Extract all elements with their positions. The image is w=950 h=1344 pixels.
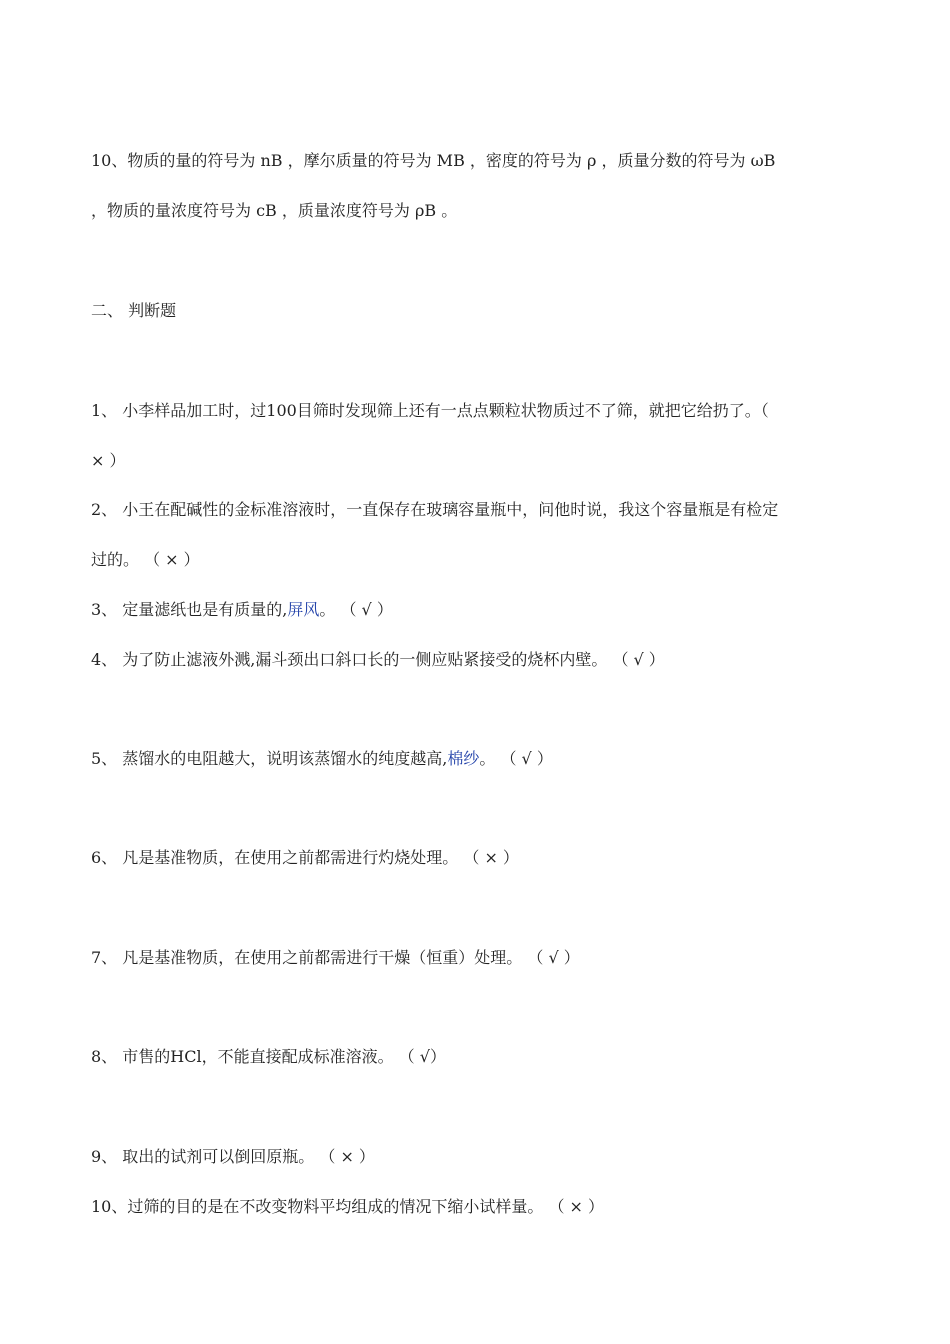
judgment-item-10: 10、过筛的目的是在不改变物料平均组成的情况下缩小试样量。 （ × ）: [91, 1197, 605, 1216]
judgment-item-3-text-start: 3、 定量滤纸也是有质量的,: [91, 600, 288, 619]
judgment-item-2-line-1: 2、 小王在配碱性的金标准溶液时，一直保存在玻璃容量瓶中，问他时说，我这个容量瓶是有检定: [91, 500, 779, 519]
judgment-item-3: [91, 598, 870, 622]
judgment-item-5: [91, 747, 870, 771]
judgment-item-5-text-start: 5、 蒸馏水的电阻越大，说明该蒸馏水的纯度越高,: [91, 749, 448, 768]
judgment-item-8: 8、 市售的HCl，不能直接配成标准溶液。 （ √）: [91, 1047, 446, 1066]
judgment-item-5-link[interactable]: 棉纱: [447, 749, 480, 768]
fill-item-10-line-1: 10、物质的量的符号为 nB ，摩尔质量的符号为 MB ，密度的符号为 ρ ，质量分数的符号为 ωB: [91, 151, 776, 170]
judgment-item-1-line-1: 1、 小李样品加工时，过100目筛时发现筛上还有一点点颗粒状物质过不了筛，就把它给扔了。（: [91, 401, 769, 420]
judgment-item-6: 6、 凡是基准物质，在使用之前都需进行灼烧处理。 （ × ）: [91, 848, 519, 867]
judgment-item-4: 4、 为了防止滤液外溅,漏斗颈出口斜口长的一侧应贴紧接受的烧杯内壁。 （ √ ）: [91, 650, 665, 669]
fill-item-10-line-2: ，物质的量浓度符号为 cB ，质量浓度符号为 ρB 。: [91, 201, 458, 220]
judgment-item-3-answer: 。 （ √ ）: [319, 600, 393, 619]
judgment-item-1-line-2: × ）: [91, 451, 126, 470]
judgment-item-3-link[interactable]: 屏风: [287, 600, 320, 619]
section-heading: 二、 判断题: [91, 301, 177, 320]
judgment-item-7: 7、 凡是基准物质，在使用之前都需进行干燥（恒重）处理。 （ √ ）: [91, 948, 580, 967]
judgment-item-5-answer: 。 （ √ ）: [479, 749, 553, 768]
judgment-item-9: 9、 取出的试剂可以倒回原瓶。 （ × ）: [91, 1147, 375, 1166]
judgment-item-2-line-2: 过的。 （ × ）: [91, 550, 200, 569]
